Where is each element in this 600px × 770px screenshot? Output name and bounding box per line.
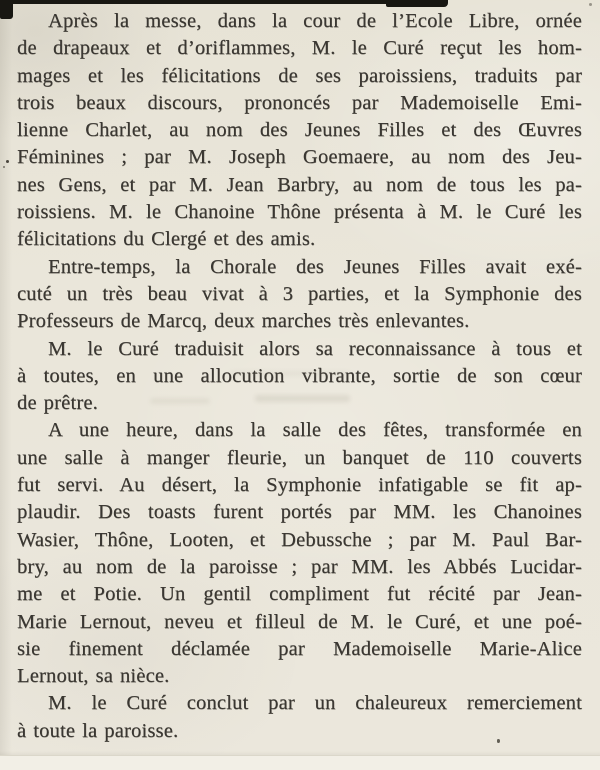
text-line: me et Potie. Un gentil compliment fut récité par Jean-	[17, 583, 582, 606]
text-line: Marie Lernout, neveu et filleul de M. le Curé, et une poé-	[17, 610, 582, 633]
text-line: de prêtre.	[17, 392, 98, 415]
scan-edge-corner-blob	[0, 0, 13, 19]
text-line: à toutes, en une allocution vibrante, sortie de son cœur	[17, 364, 582, 387]
text-line: de drapeaux et d’oriflammes, M. le Curé reçut les hom-	[17, 37, 582, 60]
paragraph	[17, 690, 582, 745]
text-line: Wasier, Thône, Looten, et Debussche ; par M. Paul Bar-	[17, 528, 582, 551]
scan-edge-top-right	[386, 0, 448, 7]
scan-edge-top-strip	[0, 0, 392, 4]
text-line: Féminines ; par M. Joseph Goemaere, au nom des Jeu-	[17, 146, 582, 169]
paper-bottom-edge	[0, 755, 600, 770]
text-line: lienne Charlet, au nom des Jeunes Filles et des Œuvres	[17, 119, 582, 142]
text-line: M. le Curé traduisit alors sa reconnaissance à tous et	[48, 337, 582, 360]
text-line: Lernout, sa nièce.	[17, 665, 170, 688]
text-line: félicitations du Clergé et des amis.	[17, 228, 316, 251]
text-line: cuté un très beau vivat à 3 parties, et la Symphonie des	[17, 282, 582, 305]
text-line: Professeurs de Marcq, deux marches très enlevantes.	[17, 310, 470, 333]
text-line: mages et les félicitations de ses paroissiens, traduits par	[17, 64, 582, 87]
text-line: A une heure, dans la salle des fêtes, transformée en	[48, 419, 582, 442]
paper-edge-shading	[0, 0, 12, 770]
text-line: M. le Curé conclut par un chaleureux remerciement	[48, 692, 582, 715]
text-line: sie finement déclamée par Mademoiselle Marie-Alice	[17, 637, 582, 660]
text-line: fut servi. Au désert, la Symphonie infatigable se fit ap-	[17, 474, 582, 497]
text-line: Après la messe, dans la cour de l’Ecole Libre, ornée	[48, 10, 582, 32]
text-line: plaudir. Des toasts furent portés par MM. les Chanoines	[17, 501, 582, 524]
text-line: à toute la paroisse.	[17, 719, 179, 742]
text-line: trois beaux discours, prononcés par Mademoiselle Emi-	[17, 91, 582, 114]
paragraph	[17, 417, 582, 690]
text-line: roissiens. M. le Chanoine Thône présenta à M. le Curé les	[17, 201, 582, 224]
text-line: une salle à manger fleurie, un banquet de 110 couverts	[17, 446, 582, 469]
scan-speck	[6, 160, 9, 163]
paragraph	[17, 8, 582, 254]
page-text-block	[17, 8, 582, 745]
paragraph	[17, 336, 582, 418]
scan-speck	[3, 166, 5, 168]
scan-speck	[589, 3, 592, 6]
text-line: nes Gens, et par M. Jean Barbry, au nom de tous les pa-	[17, 173, 582, 196]
paragraph	[17, 254, 582, 336]
text-line: Entre-temps, la Chorale des Jeunes Filles avait exé-	[48, 255, 582, 278]
text-line: bry, au nom de la paroisse ; par MM. les Abbés Lucidar-	[17, 555, 582, 578]
